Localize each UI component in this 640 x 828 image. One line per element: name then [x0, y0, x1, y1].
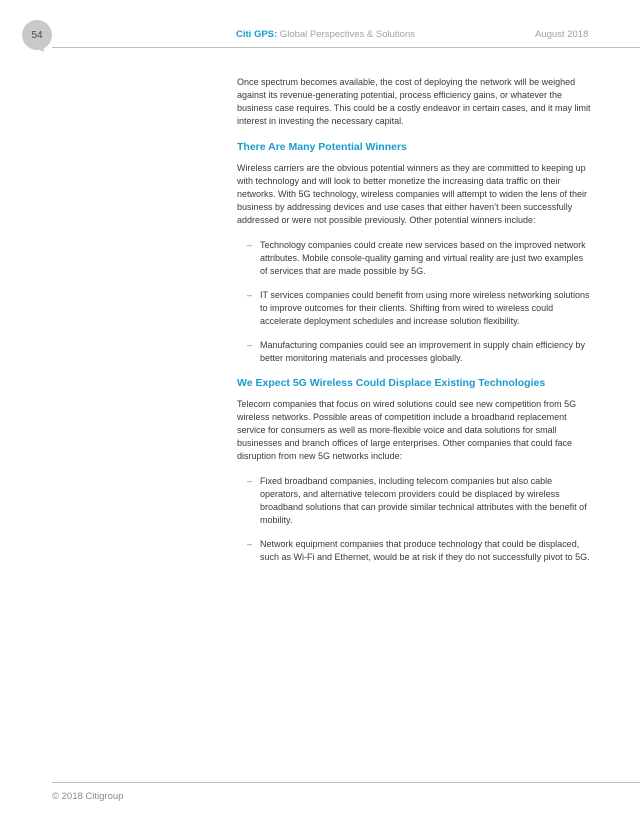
bullet-text: IT services companies could benefit from using more wireless networking solutions to improve outcomes for their clients. Shifting from wired to wireless could accelerate deployment schedules and increase solution flexibility. — [260, 290, 590, 326]
bullet-text: Technology companies could create new services based on the improved network attributes. Mobile console-quality gaming and virtual reality are just two examples of services that are made possible by 5G. — [260, 240, 586, 276]
header-brand: Citi GPS: — [236, 29, 278, 40]
section-paragraph-winners: Wireless carriers are the obvious potential winners as they are committed to keeping up with technology and will look to better monetize the increasing data traffic on their networks. With 5G technology, wireless companies will attempt to widen the lens of their business by addressing devices and use cases that either haven’t been successfully addressed or were not possible previously. Other potential winners include: — [237, 163, 587, 225]
footer-copyright: © 2018 Citigroup — [52, 791, 124, 802]
bullet-dash: – — [247, 240, 253, 250]
intro-paragraph: Once spectrum becomes available, the cost of deploying the network will be weighed against its revenue-generating potential, process efficiency gains, or whatever the business case requires. This could be a costly endeavor in certain cases, and it may limit interest in investing the necessary capital. — [237, 77, 591, 126]
bullet-list-winners — [237, 239, 593, 365]
bullet-text: Manufacturing companies could see an improvement in supply chain efficiency by better monitoring materials and processes globally. — [260, 340, 586, 363]
list-item — [237, 339, 593, 365]
bullet-dash: – — [247, 340, 253, 350]
header-subtitle: Global Perspectives & Solutions — [277, 29, 415, 40]
header-divider — [52, 47, 640, 48]
list-item — [237, 239, 593, 278]
list-item — [237, 538, 593, 564]
bullet-text: Network equipment companies that produce technology that could be displaced, such as Wi-Fi and Ethernet, would be at risk if they do not successfully pivot to 5G. — [260, 539, 590, 562]
section-heading-winners: There Are Many Potential Winners — [237, 141, 407, 153]
bullet-list-displace — [237, 475, 593, 564]
page-number: 54 — [31, 29, 43, 41]
bullet-text: Fixed broadband companies, including telecom companies but also cable operators, and alternative telecom providers could be displaced by wireless broadband solutions that can provide similar technical attributes with the benefit of mobility. — [260, 476, 587, 525]
footer-divider — [52, 782, 640, 783]
section-heading-displace: We Expect 5G Wireless Could Displace Existing Technologies — [237, 377, 546, 389]
section-paragraph-displace: Telecom companies that focus on wired solutions could see new competition from 5G wireless networks. Possible areas of competition include a broadband replacement service for consumers as well as more-flexible voice and data solutions for small businesses and branch offices of large enterprises. Other companies that could face disruption from new 5G networks include: — [237, 399, 577, 461]
bullet-dash: – — [247, 290, 253, 300]
header-date: August 2018 — [535, 29, 589, 40]
list-item — [237, 289, 593, 328]
bullet-dash: – — [247, 539, 253, 549]
article-body — [237, 76, 593, 575]
bullet-dash: – — [247, 476, 253, 486]
list-item — [237, 475, 593, 527]
header-title — [236, 29, 415, 40]
